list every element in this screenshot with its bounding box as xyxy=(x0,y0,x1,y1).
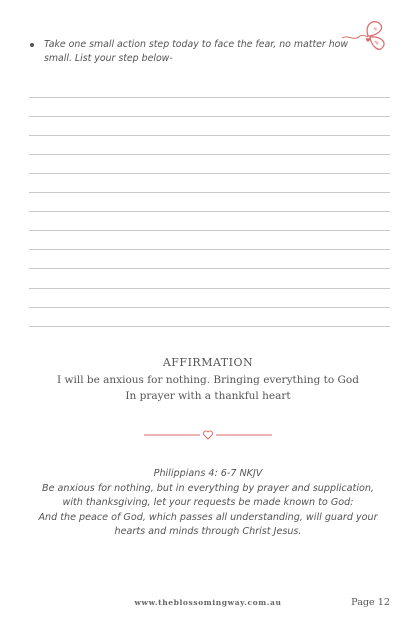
writing-line[interactable] xyxy=(29,155,390,174)
writing-line[interactable] xyxy=(29,79,390,98)
verse-reference: Philippians 4: 6-7 NKJV xyxy=(153,468,263,479)
affirmation-title: AFFIRMATION xyxy=(162,356,254,369)
page-number: Page 12 xyxy=(351,597,390,608)
affirmation-line-1: I will be anxious for nothing. Bringing everything to God xyxy=(57,374,359,386)
writing-line[interactable] xyxy=(29,212,390,231)
affirmation-line-2: In prayer with a thankful heart xyxy=(125,390,291,402)
footer-url: www.theblossomingway.com.au xyxy=(134,598,282,607)
action-prompt-text: Take one small action step today to face the fear, no matter how small. List your step below- xyxy=(44,39,349,64)
writing-line[interactable] xyxy=(29,193,390,212)
writing-line[interactable] xyxy=(29,174,390,193)
writing-line[interactable] xyxy=(29,289,390,308)
bullet-dot xyxy=(30,43,34,47)
verse-line: with thanksgiving, let your requests be made known to God: xyxy=(62,497,354,509)
heart-divider-icon xyxy=(144,428,272,442)
writing-line[interactable] xyxy=(29,250,390,269)
verse-text xyxy=(30,482,386,539)
verse-line: And the peace of God, which passes all understanding, will guard your xyxy=(38,511,378,523)
writing-line[interactable] xyxy=(29,98,390,117)
action-prompt xyxy=(30,38,370,66)
verse-line: hearts and minds through Christ Jesus. xyxy=(114,525,302,537)
writing-line[interactable] xyxy=(29,117,390,136)
verse-line: Be anxious for nothing, but in everything by prayer and supplication, xyxy=(42,483,374,494)
writing-lines[interactable] xyxy=(29,79,390,327)
writing-line[interactable] xyxy=(29,136,390,155)
writing-line[interactable] xyxy=(29,231,390,250)
writing-line[interactable] xyxy=(29,308,390,327)
writing-line[interactable] xyxy=(29,269,390,288)
